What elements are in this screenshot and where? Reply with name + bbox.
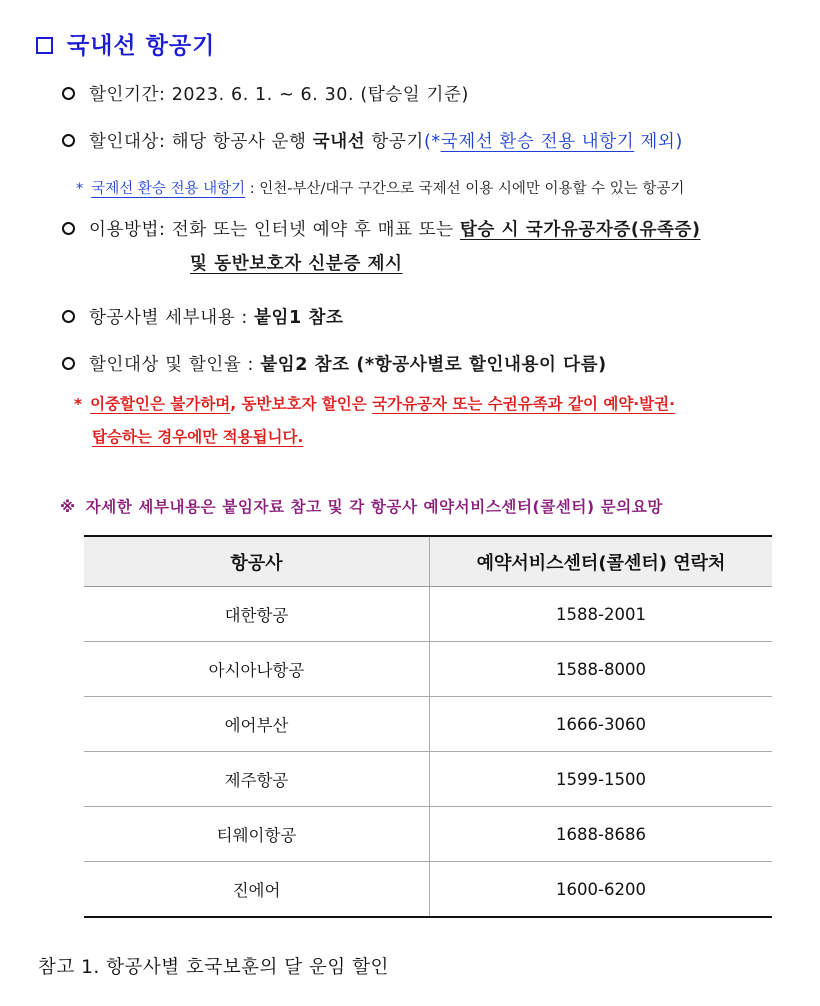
warning-part-1-u: 이중할인은 불가하며: [90, 395, 231, 413]
method-item-line2: [190, 250, 403, 275]
warning-part-1: , 동반보호자 할인은: [230, 395, 373, 413]
table-row: [84, 807, 772, 862]
target-item: 할인대상: 해당 항공사 운행 국내선 항공기(*국제선 환승 전용 내항기 제외): [62, 128, 683, 153]
details-label: 항공사별 세부내용: [89, 308, 236, 328]
reference-heading: 참고 1. 항공사별 호국보훈의 달 운임 할인: [38, 957, 389, 978]
target-paren-open: (*: [423, 132, 441, 152]
airline-phone: 1688-8686: [430, 807, 773, 862]
method-item: 이용방법: 전화 또는 인터넷 예약 후 매표 또는 탑승 시 국가유공자증(유족증): [62, 216, 701, 241]
airline-phone: 1666-3060: [430, 697, 773, 752]
airline-name: 에어부산: [84, 697, 430, 752]
table-row: [84, 752, 772, 807]
rate-label: 할인대상 및 할인율: [89, 355, 242, 375]
section-title-text: 국내선 항공기: [67, 33, 216, 59]
details-item: 항공사별 세부내용 : 붙임1 참조: [62, 304, 344, 329]
table-row: [84, 642, 772, 697]
circle-bullet-icon: [62, 87, 75, 100]
target-paren-close: 제외): [634, 132, 683, 152]
target-label: 할인대상: [89, 132, 160, 152]
circle-bullet-icon: [62, 222, 75, 235]
transfer-note: [76, 177, 684, 198]
airline-phone: 1588-2001: [430, 587, 773, 642]
note-link[interactable]: 국제선 환승 전용 내항기: [91, 181, 246, 197]
airline-name: 대한항공: [84, 587, 430, 642]
table-header-row: [84, 536, 772, 587]
inquiry-text: 자세한 세부내용은 붙임자료 참고 및 각 항공사 예약서비스센터(콜센터) 문의요망: [85, 498, 663, 516]
rate-value: 붙임2 참조 (*항공사별로 할인내용이 다름): [260, 355, 607, 375]
warning-part-3-u: 탑승하는 경우에만 적용됩니다.: [92, 428, 304, 446]
warning-line-1: [74, 392, 675, 414]
airline-name: 진에어: [84, 862, 430, 918]
header-contact: 예약서비스센터(콜센터) 연락처: [430, 536, 773, 587]
period-item: 할인기간: 2023. 6. 1. ~ 6. 30. (탑승일 기준): [62, 81, 469, 106]
warning-star: *: [74, 395, 83, 413]
method-text: 전화 또는 인터넷 예약 후 매표 또는: [171, 220, 460, 240]
airline-phone: 1599-1500: [430, 752, 773, 807]
period-label: 할인기간: [89, 85, 160, 105]
table-row: [84, 862, 772, 918]
target-domestic: 국내선: [312, 132, 366, 152]
rate-item: 할인대상 및 할인율 : 붙임2 참조 (*항공사별로 할인내용이 다름): [62, 351, 607, 376]
header-airline: 항공사: [84, 536, 430, 587]
inquiry-note: [60, 495, 663, 517]
circle-bullet-icon: [62, 310, 75, 323]
airline-contact-table: [84, 535, 772, 918]
warning-part-2-u: 국가유공자 또는 수권유족과 같이 예약·발권·: [372, 395, 676, 413]
note-star: *: [76, 181, 84, 197]
airline-phone: 1588-8000: [430, 642, 773, 697]
period-text: 2023. 6. 1. ~ 6. 30. (탑승일 기준): [171, 85, 469, 105]
transfer-only-link[interactable]: 국제선 환승 전용 내항기: [440, 132, 635, 152]
circle-bullet-icon: [62, 357, 75, 370]
note-text: : 인천-부산/대구 구간으로 국제선 이용 시에만 이용할 수 있는 항공기: [245, 181, 685, 197]
method-label: 이용방법: [89, 220, 160, 240]
method-bold-1: 탑승 시 국가유공자증(유족증): [459, 220, 701, 240]
method-bold-2: 및 동반보호자 신분증 제시: [190, 254, 403, 274]
table-row: [84, 587, 772, 642]
section-title: [36, 27, 215, 60]
circle-bullet-icon: [62, 134, 75, 147]
reference-mark-icon: ※: [60, 498, 76, 516]
airline-name: 아시아나항공: [84, 642, 430, 697]
table-row: [84, 697, 772, 752]
details-value: 붙임1 참조: [254, 308, 344, 328]
target-text: 해당 항공사 운행: [171, 132, 313, 152]
airline-phone: 1600-6200: [430, 862, 773, 918]
airline-name: 제주항공: [84, 752, 430, 807]
target-aircraft: 항공기: [365, 132, 424, 152]
warning-line-2: [92, 425, 303, 447]
checkbox-icon: [36, 37, 53, 54]
airline-name: 티웨이항공: [84, 807, 430, 862]
